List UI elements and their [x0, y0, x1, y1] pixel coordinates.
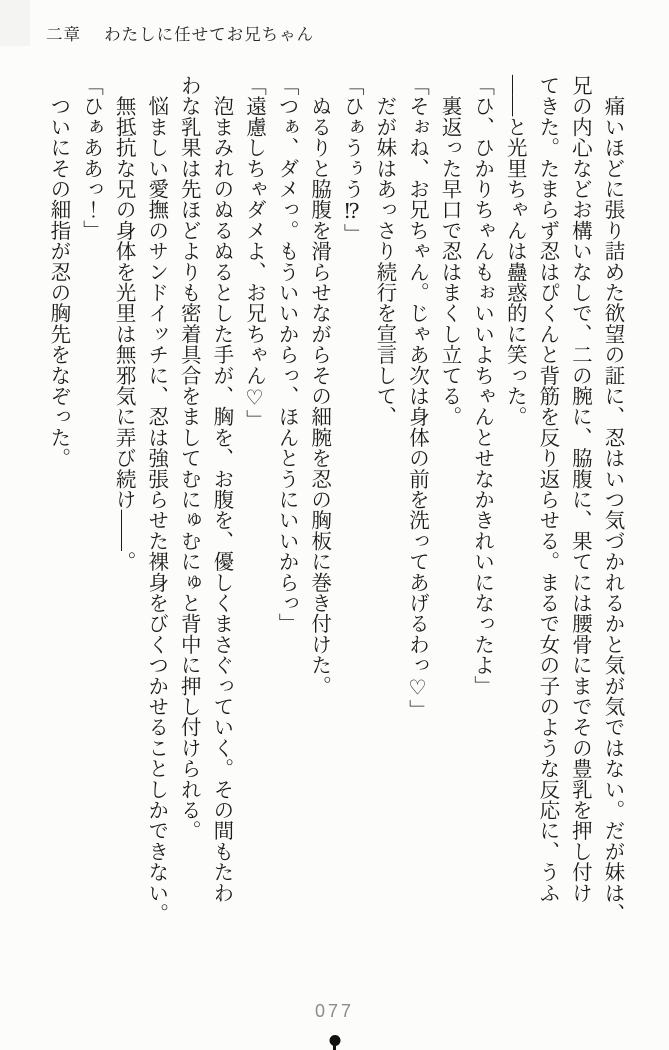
page-number: 077 — [314, 1001, 355, 1021]
text-line: だが妹はあっさり続行を宣言して、 — [372, 75, 395, 427]
text-line: ついにその細指が忍の胸先をなぞった。 — [46, 75, 69, 469]
text-line: ぬるりと脇腹を滑らせながらその細腕を忍の胸板に巻き付けた。 — [307, 75, 330, 696]
text-line: わな乳果は先ほどよりも密着具合をましてむにゅむにゅと背中に押し付けられる。 — [177, 75, 200, 841]
text-line: ――と光里ちゃんは蠱惑的に笑った。 — [503, 75, 526, 427]
ornament-dot-icon — [329, 1035, 340, 1046]
text-line: 「つぁ、ダメっ。もういいからっ、ほんとうにいいからっ」 — [275, 75, 298, 634]
text-line: 痛いほどに張り詰めた欲望の証に、忍はいつ気づかれるかと気が気ではない。だが妹は、 — [601, 75, 623, 924]
text-line: 泡まみれのぬるぬるとした手が、胸を、お腹を、優しくまさぐっていく。その間もたわ — [209, 75, 232, 903]
chapter-label: 二章 — [46, 25, 81, 44]
text-line: 悩ましい愛撫のサンドイッチに、忍は強張らせた裸身をびくつかせることしかできない。 — [144, 75, 167, 924]
body-text — [41, 75, 628, 960]
text-line: 「ひぁああっ！」 — [79, 75, 102, 241]
text-line: 「遠慮しちゃダメよ、お兄ちゃん♡」 — [242, 75, 265, 431]
text-line: 「そぉね、お兄ちゃん。じゃあ次は身体の前を洗ってあげるわっ♡」 — [405, 75, 428, 721]
text-line: てきた。たまらず忍はぴくんと背筋を反り返らせる。まるで女の子のような反応に、うふ — [535, 75, 558, 903]
text-line: 兄の内心などお構いなしで、二の腕に、脇腹に、果てには腰骨にまでその豊乳を押し付け — [568, 75, 591, 904]
running-head — [46, 21, 314, 45]
text-line: 無抵抗な兄の身体を光里は無邪気に弄び続け――。 — [112, 75, 135, 572]
chapter-title: わたしに任せてお兄ちゃん — [104, 25, 315, 44]
text-line: 「ひぁうぅう⁉」 — [340, 75, 363, 245]
scan-artifact — [0, 0, 30, 46]
text-line: 「ひ、ひかりちゃんもぉいいよちゃんとせなかきれいになったよ」 — [470, 75, 493, 696]
text-line: 裏返った早口で忍はまくし立てる。 — [438, 75, 461, 427]
